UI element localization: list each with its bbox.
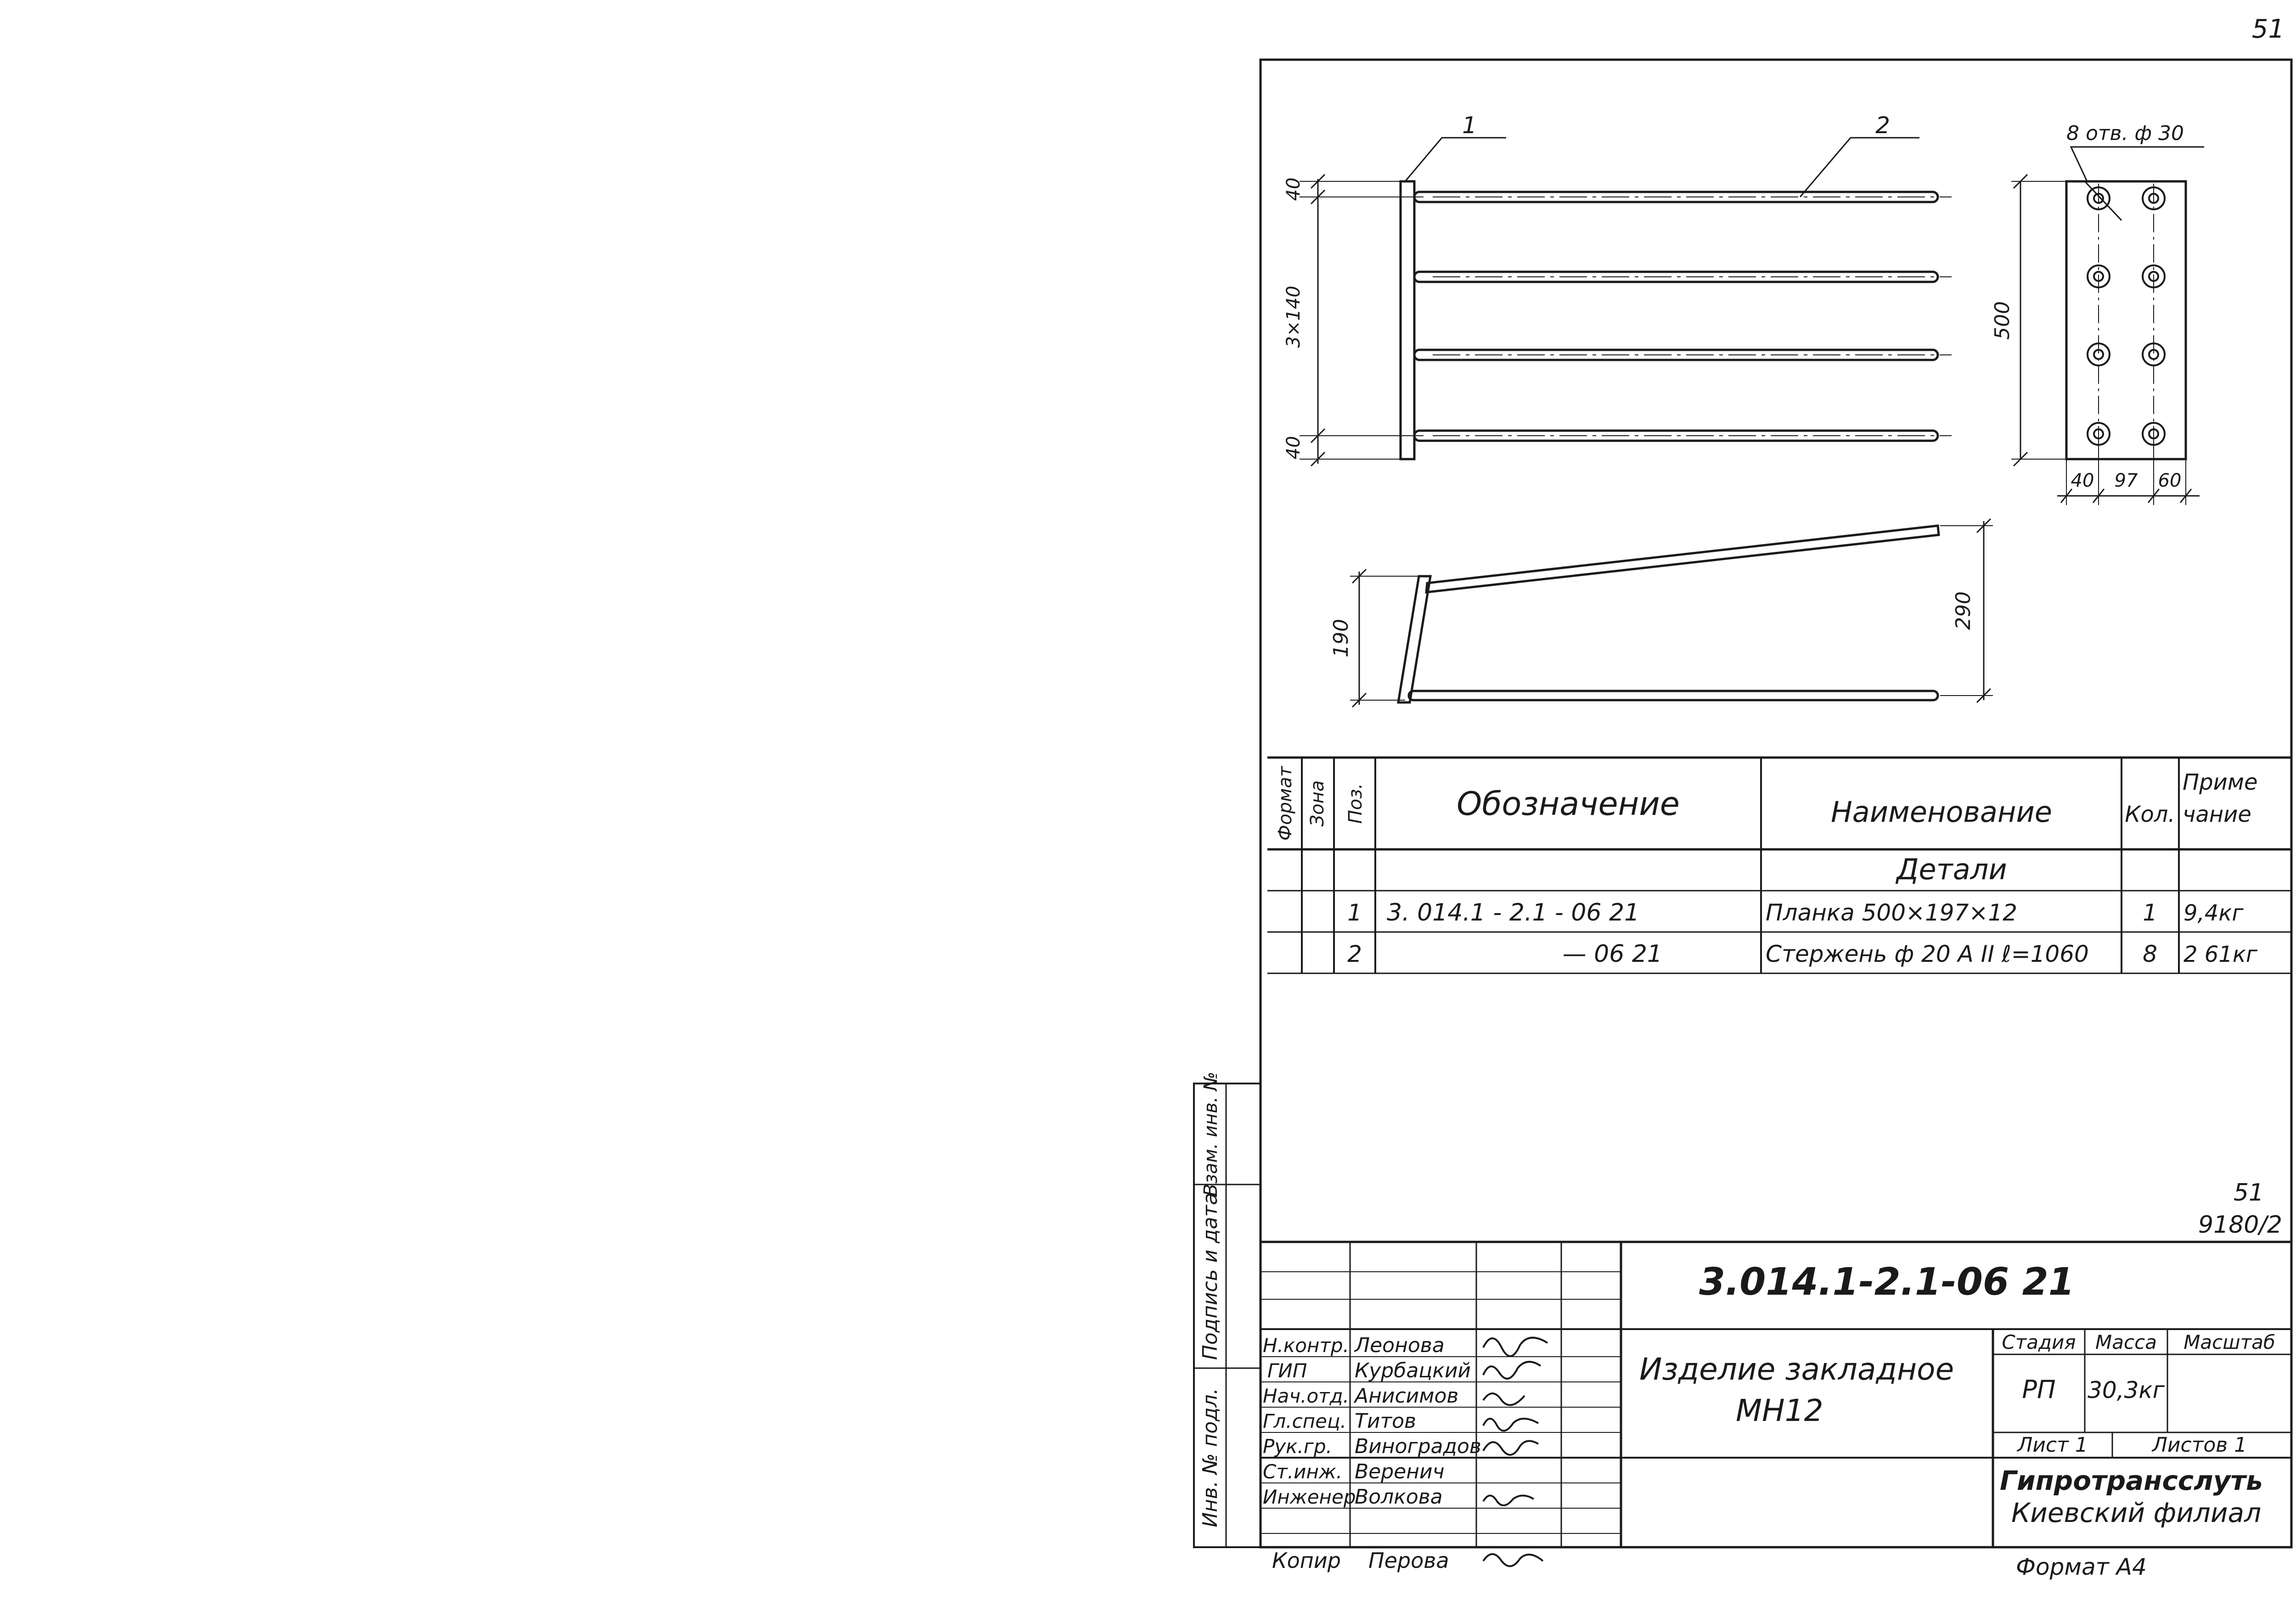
- leader-pos2: [1800, 138, 1919, 197]
- signature: [1483, 1338, 1548, 1356]
- inclined-bar: [1426, 526, 1939, 592]
- org-name: Гипротрансслуть: [2000, 1465, 2263, 1496]
- row-note: 2 61кг: [2183, 942, 2258, 967]
- stamp-vzam: Взам. инв. №: [1200, 1072, 1221, 1196]
- row-qty: 1: [2143, 899, 2157, 926]
- header-zone: Зона: [1307, 780, 1328, 827]
- corner-page-number: 51: [2251, 14, 2285, 44]
- staff-row: [1267, 1359, 1541, 1382]
- side-view: [1329, 519, 1993, 707]
- section-title: Детали: [1896, 853, 2007, 886]
- callout-pos2: 2: [1875, 112, 1890, 139]
- mass-value: 30,3кг: [2088, 1377, 2165, 1404]
- holes: [2088, 187, 2165, 445]
- row-qty: 8: [2143, 941, 2157, 967]
- dim-plate-left: 40: [2071, 470, 2094, 491]
- staff-role: Инженер: [1263, 1486, 1356, 1508]
- mass-label: Масса: [2095, 1331, 2157, 1353]
- front-view: [1283, 112, 1952, 466]
- dim-front-top: 40: [1283, 177, 1304, 201]
- callout-pos1: 1: [1462, 112, 1477, 139]
- signature: [1483, 1393, 1525, 1405]
- signature: [1483, 1441, 1538, 1455]
- org-branch: Киевский филиал: [2011, 1497, 2262, 1528]
- plate-edge: [1401, 181, 1414, 459]
- horizontal-bar: [1409, 691, 1938, 700]
- row-pos: 2: [1347, 941, 1362, 967]
- copier-name: Перова: [1368, 1548, 1449, 1573]
- title-block: [1261, 1242, 2291, 1573]
- header-name: Наименование: [1831, 795, 2052, 829]
- row-name: Стержень ф 20 А II ℓ=1060: [1766, 941, 2089, 967]
- dim-front-middle: 3×140: [1283, 286, 1304, 348]
- staff-name: Титов: [1355, 1409, 1416, 1433]
- row-designation: — 06 21: [1562, 940, 1662, 968]
- signature: [1483, 1362, 1541, 1379]
- staff-role: Ст.инж.: [1263, 1460, 1343, 1483]
- plate-view: [1991, 122, 2204, 505]
- callout-holes: 8 отв. ф 30: [2066, 122, 2184, 145]
- ref-number-line1: 51: [2233, 1179, 2264, 1207]
- dim-plate-mid: 97: [2114, 470, 2138, 491]
- side-stamp: [1194, 1072, 1261, 1547]
- dim-side-left: 190: [1329, 619, 1353, 657]
- dim-plate-right: 60: [2158, 470, 2182, 491]
- item-mark: МН12: [1736, 1393, 1823, 1428]
- header-format: Формат: [1275, 766, 1296, 841]
- anchor-bars: [1414, 192, 1938, 441]
- staff-row: [1263, 1485, 1534, 1509]
- leader-pos1: [1405, 138, 1506, 181]
- staff-row: [1263, 1409, 1538, 1433]
- staff-name: Веренич: [1355, 1460, 1445, 1483]
- drawing-code: 3.014.1-2.1-06 21: [1699, 1260, 2075, 1304]
- row-name: Планка 500×197×12: [1766, 899, 2017, 926]
- row-pos: 1: [1347, 899, 1362, 926]
- staff-role: ГИП: [1267, 1359, 1307, 1382]
- header-qty: Кол.: [2125, 802, 2175, 827]
- staff-name: Виноградов: [1355, 1435, 1481, 1458]
- format-label: Формат А4: [2016, 1554, 2147, 1580]
- signature: [1483, 1496, 1534, 1505]
- signature: [1483, 1419, 1538, 1431]
- plate-outline: [2066, 181, 2186, 459]
- header-note-line2: чание: [2183, 802, 2251, 827]
- item-title: Изделие закладное: [1639, 1352, 1954, 1387]
- stage-value: РП: [2022, 1375, 2056, 1404]
- staff-role: Рук.гр.: [1263, 1435, 1332, 1458]
- copier-label: Копир: [1272, 1548, 1341, 1573]
- specification-table: [1267, 758, 2291, 1239]
- ref-number-line2: 9180/2: [2198, 1211, 2282, 1239]
- header-pos: Поз.: [1345, 783, 1366, 824]
- staff-name: Анисимов: [1355, 1384, 1459, 1408]
- staff-role: Н.контр.: [1263, 1334, 1349, 1357]
- staff-row: [1263, 1460, 1445, 1483]
- dim-side-right: 290: [1952, 591, 1975, 630]
- signature: [1483, 1554, 1543, 1566]
- plate-side: [1398, 576, 1430, 702]
- staff-row: [1263, 1435, 1538, 1458]
- dim-plate-height: 500: [1991, 301, 2014, 340]
- sheet-label: Лист 1: [2017, 1433, 2088, 1457]
- staff-name: Волкова: [1355, 1485, 1443, 1509]
- staff-name: Курбацкий: [1355, 1359, 1471, 1382]
- staff-row: [1263, 1334, 1548, 1357]
- header-note: Приме: [2183, 769, 2258, 795]
- staff-name: Леонова: [1355, 1334, 1445, 1357]
- header-designation: Обозначение: [1457, 785, 1680, 823]
- stamp-podpis: Подпись и дата: [1199, 1192, 1222, 1360]
- scale-label: Масштаб: [2183, 1331, 2275, 1353]
- spec-row: [1347, 899, 2244, 926]
- staff-role: Гл.спец.: [1263, 1410, 1346, 1432]
- row-designation: 3. 014.1 - 2.1 - 06 21: [1387, 899, 1640, 926]
- stage-label: Стадия: [2002, 1331, 2076, 1353]
- row-note: 9,4кг: [2183, 900, 2244, 926]
- staff-role: Нач.отд.: [1263, 1385, 1350, 1407]
- dim-front-bottom: 40: [1283, 436, 1304, 460]
- stamp-inv-podl: Инв. № подл.: [1199, 1388, 1222, 1527]
- sheets-label: Листов 1: [2152, 1433, 2247, 1457]
- staff-row: [1263, 1384, 1525, 1408]
